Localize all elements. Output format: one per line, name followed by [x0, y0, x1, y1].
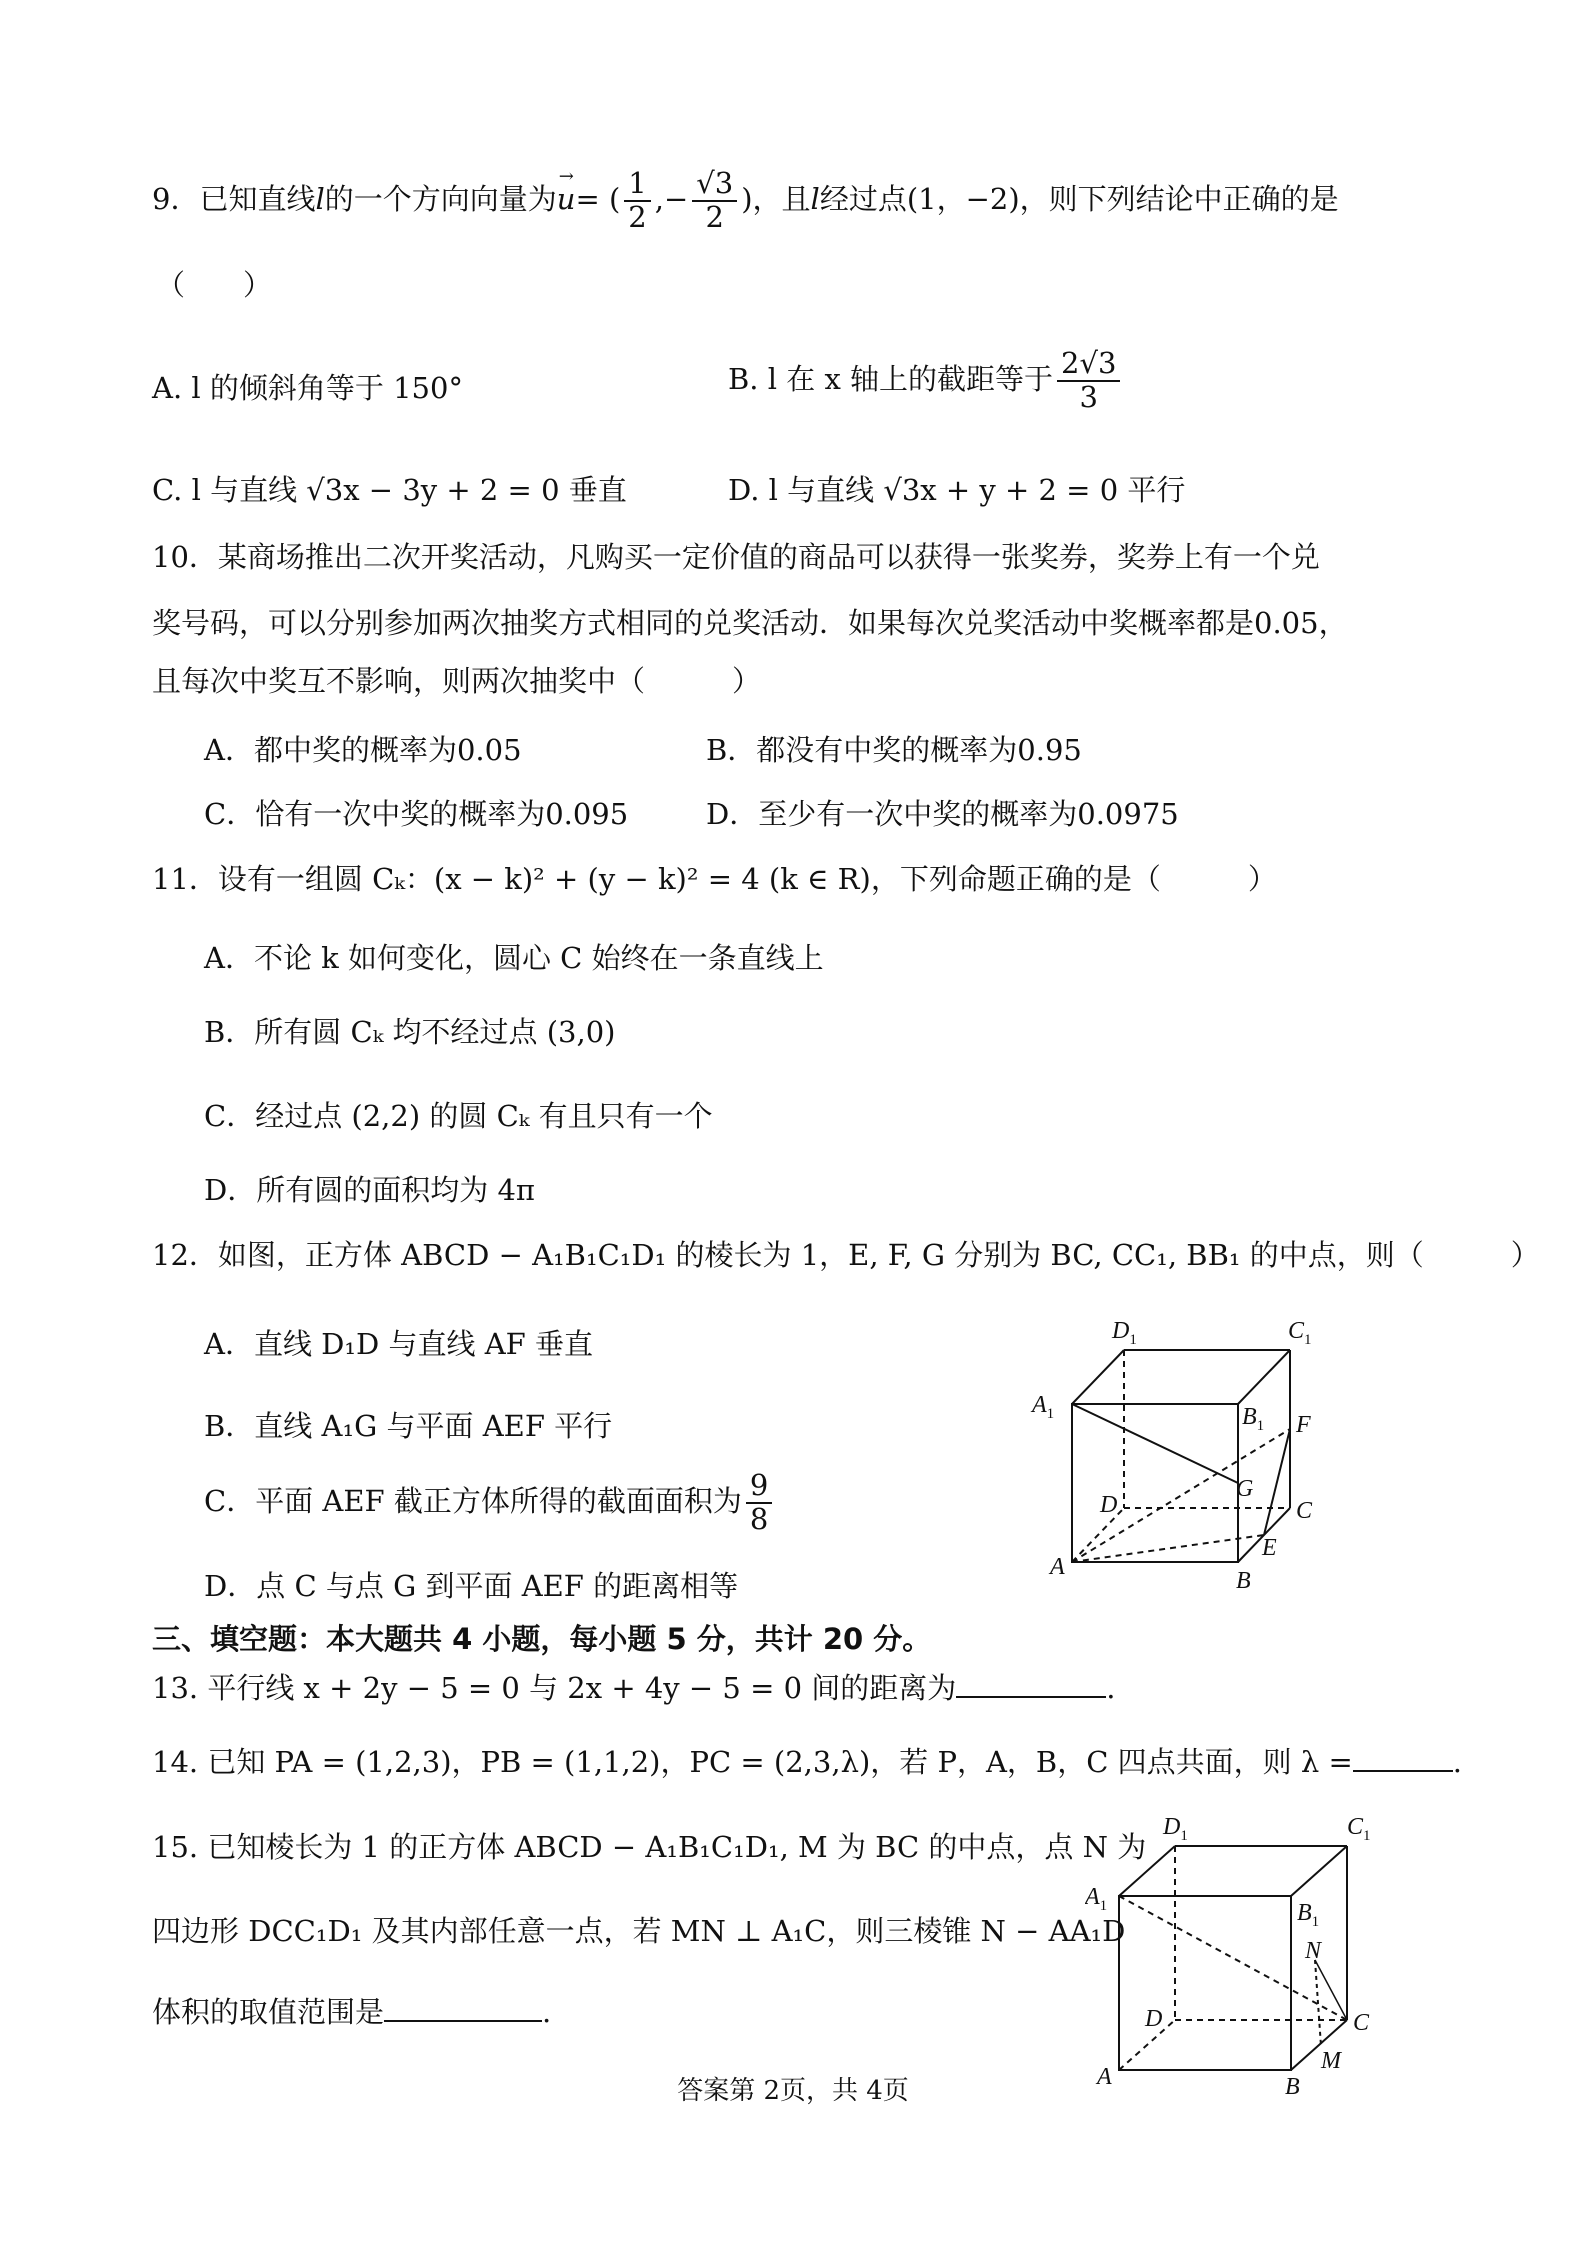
page-footer: 答案第 2页，共 4页 [677, 2076, 909, 2106]
q15-line2: 四边形 DCC₁D₁ 及其内部任意一点，若 MN ⊥ A₁C，则三棱锥 N − AA₁D [152, 1914, 1126, 1948]
q14: 14. 已知 PA = (1,2,3)，PB = (1,1,2)，PC = (2,3,λ)，若 P，A，B，C 四点共面，则 λ = . [152, 1745, 1462, 1779]
label-b1: $B_1$ [1242, 1404, 1265, 1434]
q9-b-frac: $\frac{2√3}{3}$ [1057, 348, 1120, 414]
q9-stem: 9．已知直线l的一个方向向量为u → = ( $\frac{1}{2}$ ,− $\frac{√3}{2}$ )，且l经过点(1，−2)，则下列结论中正确的是 [152, 165, 1339, 234]
q9-paren: （ ） [156, 268, 273, 302]
q15-line1: 15. 已知棱长为 1 的正方体 ABCD − A₁B₁C₁D₁, M 为 BC 的中点，点 N 为 [152, 1830, 1147, 1864]
q9-option-a: A. l 的倾斜角等于 150° [152, 371, 463, 405]
label-d1: $D_1$ [1112, 1318, 1137, 1348]
q12-c-frac: $\frac{9}{8}$ [746, 1470, 772, 1536]
label-d1: $D_1$ [1163, 1814, 1188, 1844]
label-a1: $A_1$ [1085, 1884, 1108, 1914]
label-a: A [1097, 2064, 1112, 2090]
q12-cube-figure [1030, 1300, 1350, 1600]
q11-option-b: B．所有圆 Cₖ 均不经过点 (3,0) [204, 1015, 616, 1049]
q9-option-b: B. l 在 x 轴上的截距等于 $\frac{2√3}{3}$ [728, 348, 1124, 414]
q11-option-a: A．不论 k 如何变化，圆心 C 始终在一条直线上 [204, 941, 824, 975]
label-b: B [1285, 2074, 1300, 2100]
q11-option-c: C．经过点 (2,2) 的圆 Cₖ 有且只有一个 [204, 1099, 713, 1133]
q12-option-d: D．点 C 与点 G 到平面 AEF 的距离相等 [204, 1569, 739, 1603]
label-a1: $A_1$ [1032, 1392, 1055, 1422]
q15-cube-figure [1085, 1800, 1385, 2100]
q15-answer-blank[interactable] [384, 1994, 542, 2022]
q12-option-c: C．平面 AEF 截正方体所得的截面面积为 $\frac{9}{8}$ [204, 1470, 776, 1536]
q10-line2: 奖号码，可以分别参加两次抽奖方式相同的兑奖活动．如果每次兑奖活动中奖概率都是0.05， [152, 606, 1348, 640]
q9-frac-half: $\frac{1}{2}$ [624, 168, 650, 234]
q15-line3: 体积的取值范围是 . [152, 1995, 552, 2029]
q11-option-d: D．所有圆的面积均为 4π [204, 1173, 535, 1207]
q11-stem: 11．设有一组圆 Cₖ：(x − k)² + (y − k)² = 4 (k ∈ R)，下列命题正确的是（ ） [152, 862, 1277, 896]
q9-option-c: C. l 与直线 √3x − 3y + 2 = 0 垂直 [152, 473, 627, 507]
q9-option-d: D. l 与直线 √3x + y + 2 = 0 平行 [728, 473, 1186, 507]
q9-frac-sqrt3: $\frac{√3}{2}$ [692, 168, 737, 234]
label-a: A [1050, 1554, 1065, 1580]
section-3-header: 三、填空题：本大题共 4 小题，每小题 5 分，共计 20 分。 [152, 1622, 932, 1656]
label-b1: $B_1$ [1297, 1900, 1320, 1930]
label-f: F [1296, 1412, 1311, 1438]
q10-line1: 10．某商场推出二次开奖活动，凡购买一定价值的商品可以获得一张奖券，奖券上有一个兑 [152, 540, 1320, 574]
q12-stem: 12．如图，正方体 ABCD − A₁B₁C₁D₁ 的棱长为 1，E, F, G 分别为 BC, CC₁, BB₁ 的中点，则（ ） [152, 1238, 1540, 1272]
q10-line3: 且每次中奖互不影响，则两次抽奖中（ ） [152, 664, 762, 698]
label-b: B [1236, 1568, 1251, 1594]
q12-option-a: A．直线 D₁D 与直线 AF 垂直 [204, 1327, 594, 1361]
label-n: N [1305, 1938, 1322, 1964]
label-c1: $C_1$ [1288, 1318, 1312, 1348]
label-d: D [1100, 1492, 1118, 1518]
q14-answer-blank[interactable] [1353, 1744, 1453, 1772]
q10-option-c: C．恰有一次中奖的概率为0.095 [204, 797, 629, 831]
label-m: M [1321, 2048, 1341, 2074]
q10-option-a: A．都中奖的概率为0.05 [204, 733, 522, 767]
q12-option-b: B．直线 A₁G 与平面 AEF 平行 [204, 1409, 613, 1443]
label-c: C [1296, 1498, 1313, 1524]
q13-answer-blank[interactable] [956, 1670, 1106, 1698]
label-e: E [1262, 1535, 1277, 1561]
q10-option-d: D．至少有一次中奖的概率为0.0975 [706, 797, 1179, 831]
label-c1: $C_1$ [1347, 1814, 1371, 1844]
label-g: G [1236, 1476, 1254, 1502]
q10-option-b: B．都没有中奖的概率为0.95 [706, 733, 1082, 767]
label-d: D [1145, 2006, 1163, 2032]
label-c: C [1353, 2010, 1370, 2036]
q13: 13. 平行线 x + 2y − 5 = 0 与 2x + 4y − 5 = 0 间的距离为 . [152, 1671, 1116, 1705]
